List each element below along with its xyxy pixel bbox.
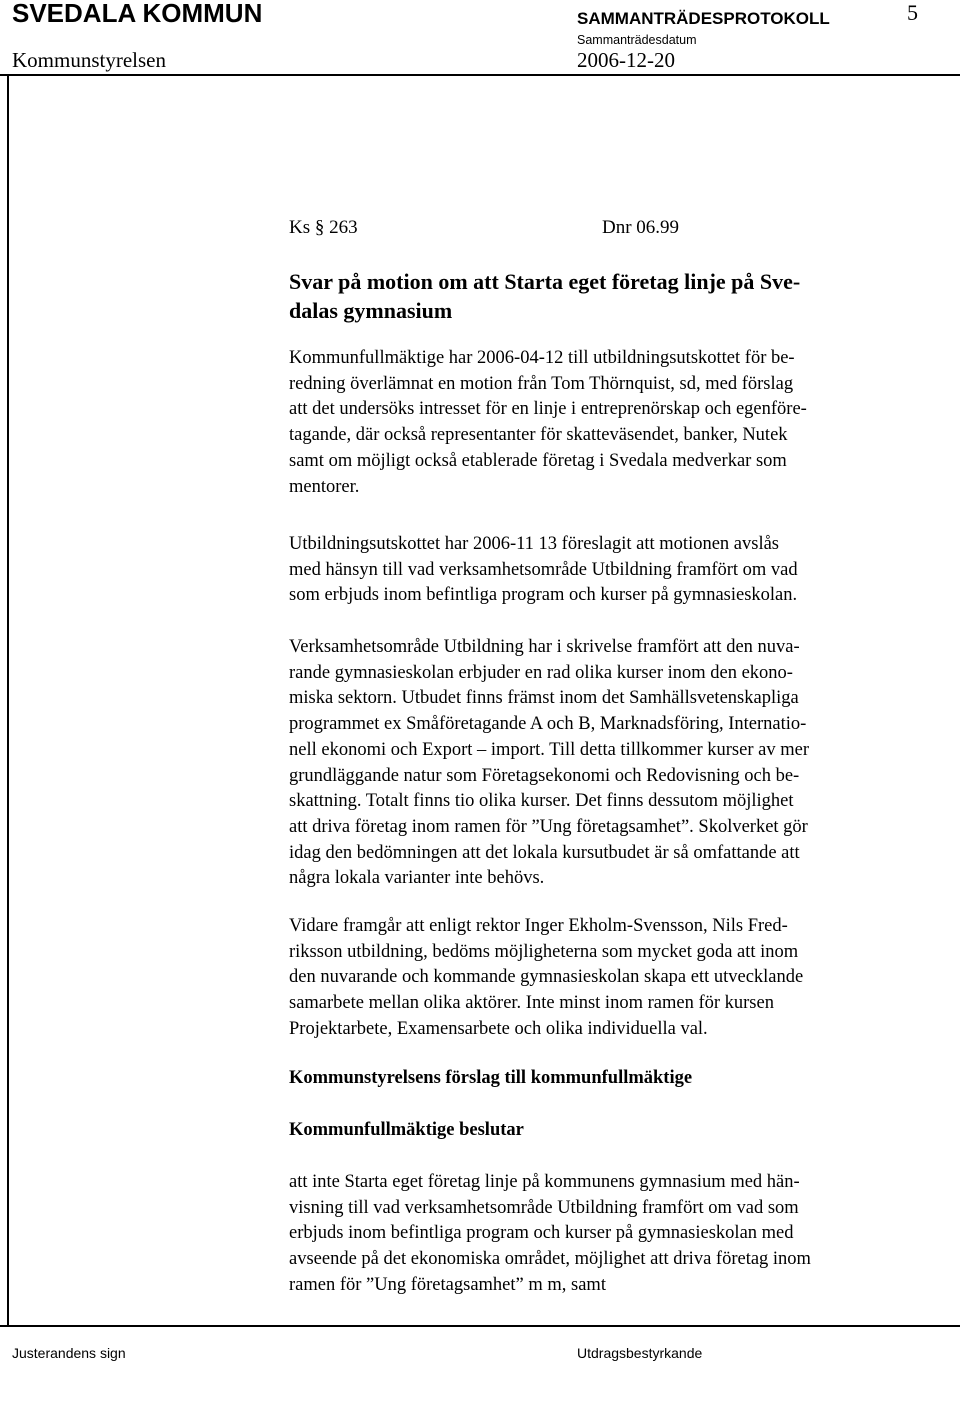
text-line: Vidare framgår att enligt rektor Inger Ekholm-Svensson, Nils Fred-: [289, 916, 788, 936]
heading-council-decides: Kommunfullmäktige beslutar: [289, 1120, 524, 1140]
text-line: programmet ex Småföretagande A och B, Marknadsföring, Internatio-: [289, 714, 807, 735]
footer-extract-certification-label: Utdragsbestyrkande: [577, 1345, 703, 1361]
paragraph-motion: [289, 346, 929, 500]
text-line: Projektarbete, Examensarbete och olika individuella val.: [289, 1018, 708, 1039]
title-line: Svar på motion om att Starta eget företag linje på Sve-: [289, 269, 801, 294]
text-line: att det undersöks intresset för en linje i entreprenörskap och egenföre-: [289, 399, 807, 420]
text-line: redning överlämnat en motion från Tom Thörnquist, sd, med förslag: [289, 373, 794, 394]
text-line: samt om möjligt också etablerade företag i Svedala medverkar som: [289, 450, 787, 471]
text-line: miska sektorn. Utbudet finns främst inom det Samhällsvetenskapliga: [289, 688, 799, 709]
text-line: samarbete mellan olika aktörer. Inte minst inom ramen för kursen: [289, 993, 774, 1014]
text-line: som erbjuds inom befintliga program och kurser på gymnasieskolan.: [289, 585, 798, 606]
header-divider: [0, 74, 960, 76]
meeting-date-label: Sammanträdesdatum: [577, 33, 697, 47]
text-line: nell ekonomi och Export – import. Till detta tillkommer kurser av mer: [289, 739, 809, 760]
text-line: avseende på det ekonomiska området, möjlighet att driva företag inom: [289, 1249, 811, 1270]
paragraph-principal-statement: [289, 914, 929, 1043]
organization-name: SVEDALA KOMMUN: [12, 0, 263, 28]
text-line: att inte Starta eget företag linje på kommunens gymnasium med hän-: [289, 1172, 800, 1192]
item-title: [289, 267, 909, 325]
paragraph-decision: [289, 1170, 929, 1299]
text-line: grundläggande natur som Företagsekonomi och Redovisning och be-: [289, 765, 800, 786]
text-line: rande gymnasieskolan erbjuder en rad olika kurser inom den ekono-: [289, 662, 793, 683]
text-line: Kommunfullmäktige har 2006-04-12 till utbildningsutskottet för be-: [289, 348, 795, 368]
paragraph-education-statement: [289, 635, 929, 892]
committee-name: Kommunstyrelsen: [12, 48, 166, 72]
page-number: 5: [907, 0, 918, 25]
text-line: idag den bedömningen att det lokala kursutbudet är så omfattande att: [289, 842, 800, 863]
text-line: ramen för ”Ung företagsamhet” m m, samt: [289, 1274, 606, 1295]
text-line: att driva företag inom ramen för ”Ung företagsamhet”. Skolverket gör: [289, 816, 808, 837]
text-line: några lokala varianter inte behövs.: [289, 868, 545, 889]
left-margin-rule: [7, 74, 9, 1325]
text-line: mentorer.: [289, 476, 360, 497]
text-line: Verksamhetsområde Utbildning har i skrivelse framfört att den nuva-: [289, 637, 800, 657]
footer-divider: [0, 1325, 960, 1327]
text-line: visning till vad verksamhetsområde Utbildning framfört om vad som: [289, 1197, 799, 1218]
text-line: riksson utbildning, bedöms möjligheterna som mycket goda att inom: [289, 941, 799, 962]
title-line: dalas gymnasium: [289, 298, 453, 323]
text-line: tagande, där också representanter för skatteväsendet, banker, Nutek: [289, 425, 788, 446]
text-line: skattning. Totalt finns tio olika kurser. Det finns dessutom möjlighet: [289, 791, 794, 812]
text-line: Utbildningsutskottet har 2006-11 13 föreslagit att motionen avslås: [289, 534, 780, 554]
document-type: SAMMANTRÄDESPROTOKOLL: [577, 9, 830, 28]
heading-board-proposal: Kommunstyrelsens förslag till kommunfullmäktige: [289, 1068, 693, 1088]
text-line: erbjuds inom befintliga program och kurser på gymnasieskolan med: [289, 1223, 794, 1244]
case-section-number: Ks § 263: [289, 217, 358, 238]
case-registration-number: Dnr 06.99: [602, 217, 680, 238]
meeting-date: 2006-12-20: [577, 48, 675, 72]
footer-adjuster-signature-label: Justerandens sign: [12, 1345, 126, 1361]
text-line: med hänsyn till vad verksamhetsområde Utbildning framfört om vad: [289, 559, 798, 580]
text-line: den nuvarande och kommande gymnasieskolan skapa ett utvecklande: [289, 967, 804, 988]
paragraph-committee-proposal: [289, 532, 929, 609]
